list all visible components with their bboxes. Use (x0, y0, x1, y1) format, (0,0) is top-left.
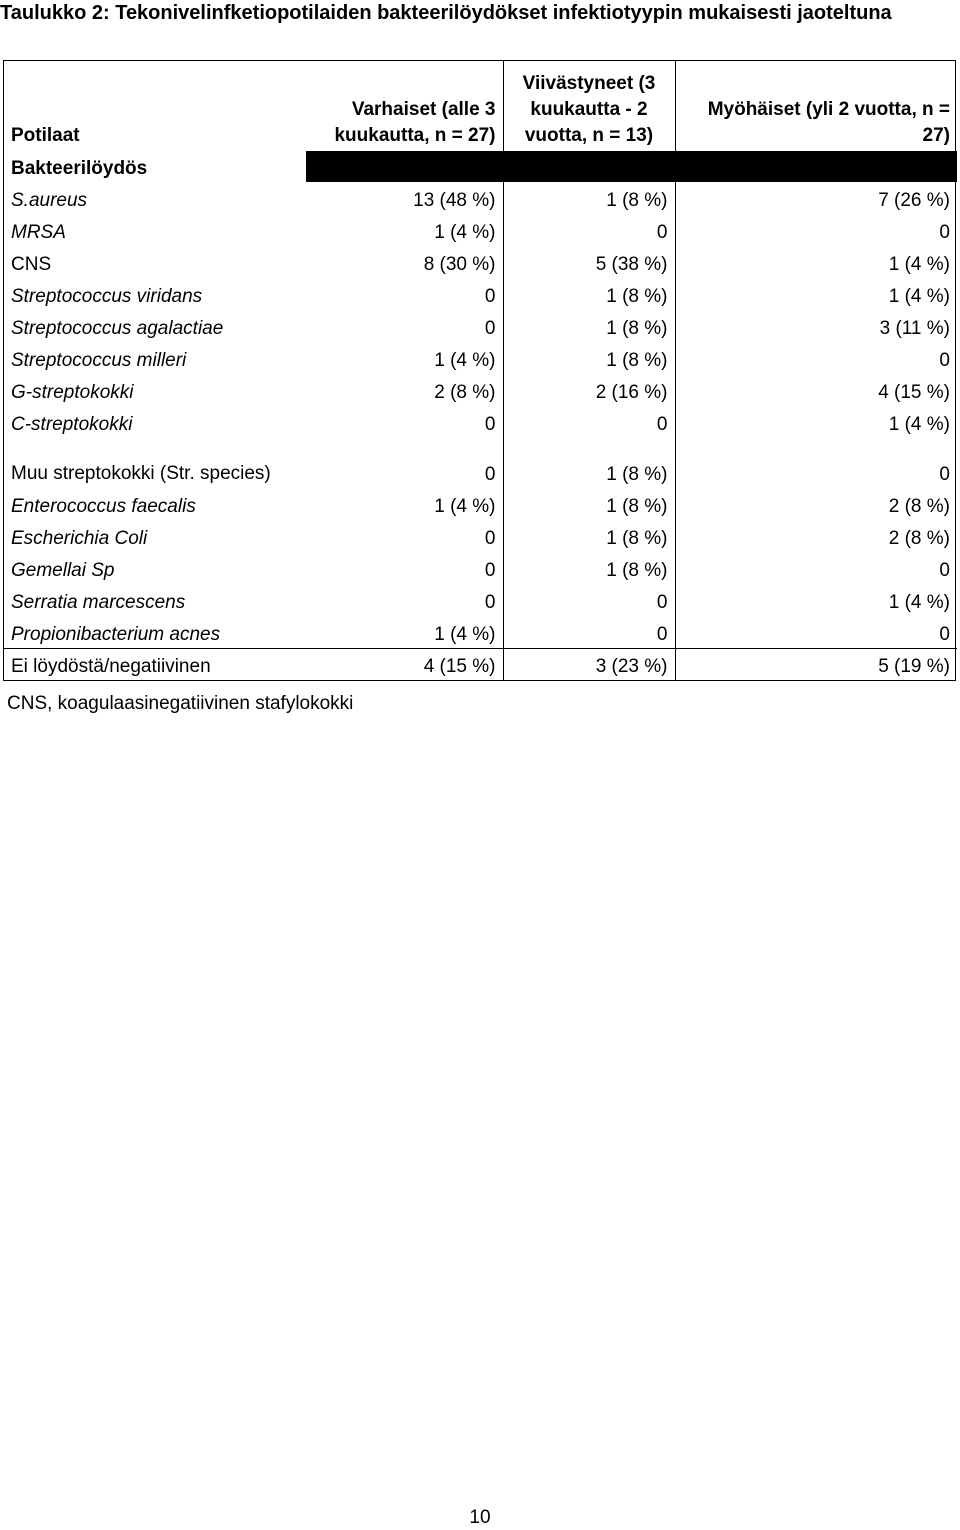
row-value: 4 (15 %) (306, 649, 503, 681)
row-value: 0 (503, 406, 675, 438)
row-label: Muu streptokokki (Str. species) (11, 463, 271, 484)
table-footnote: CNS, koagulaasinegatiivinen stafylokokki (7, 693, 354, 714)
table-header-row (4, 61, 957, 151)
table-body (4, 182, 957, 680)
row-value: 0 (306, 278, 503, 310)
row-value: 1 (8 %) (503, 438, 675, 488)
table-row (4, 182, 957, 214)
row-value: 5 (19 %) (675, 649, 957, 681)
column-header-late: Myöhäiset (yli 2 vuotta, n = 27) (707, 99, 950, 146)
table-row (4, 374, 957, 406)
row-label: MRSA (11, 222, 66, 243)
header-fill-cell (503, 151, 675, 182)
row-value: 1 (8 %) (503, 182, 675, 214)
row-label: C-streptokokki (11, 414, 133, 435)
bacteria-table (3, 60, 956, 681)
row-value: 4 (15 %) (878, 382, 950, 403)
row-value: 3 (23 %) (503, 649, 675, 681)
table-row (4, 438, 957, 488)
table-caption: Taulukko 2: Tekonivelinfketiopotilaiden bakteerilöydökset infektiotyypin mukaisesti jaoteltuna (0, 2, 892, 24)
row-value: 0 (306, 520, 503, 552)
table-row (4, 246, 957, 278)
row-value: 1 (4 %) (888, 286, 950, 307)
row-label: Ei löydöstä/negatiivinen (4, 649, 306, 681)
row-value: 1 (4 %) (306, 488, 503, 520)
table-row (4, 342, 957, 374)
table-row (4, 488, 957, 520)
header-fill-cell (306, 151, 503, 182)
table-row (4, 310, 957, 342)
row-value: 0 (306, 438, 503, 488)
row-value: 2 (8 %) (888, 496, 950, 517)
row-value: 1 (4 %) (306, 342, 503, 374)
row-value: 0 (939, 222, 950, 243)
row-value: 2 (16 %) (503, 374, 675, 406)
row-label: Streptococcus agalactiae (11, 318, 224, 339)
row-value: 3 (11 %) (879, 318, 950, 339)
row-value: 1 (4 %) (888, 254, 950, 275)
table-row (4, 406, 957, 438)
row-value: 0 (306, 406, 503, 438)
row-value: 1 (8 %) (503, 342, 675, 374)
row-label: CNS (11, 254, 52, 275)
header-fill-cell (675, 151, 957, 182)
row-value: 1 (4 %) (888, 414, 950, 435)
row-value: 0 (306, 584, 503, 616)
row-label: Gemellai Sp (11, 560, 115, 581)
page-number: 10 (469, 1507, 491, 1528)
table-row (4, 214, 957, 246)
row-value: 7 (26 %) (878, 190, 950, 211)
row-value: 1 (4 %) (888, 592, 950, 613)
subheader-bacterial-finding: Bakteerilöydös (4, 151, 306, 182)
table-row (4, 649, 957, 681)
row-value: 0 (503, 214, 675, 246)
table-subheader-row (4, 151, 957, 182)
row-value: 1 (8 %) (503, 488, 675, 520)
row-label: Streptococcus viridans (11, 286, 203, 307)
row-value: 0 (306, 310, 503, 342)
row-value: 1 (8 %) (503, 552, 675, 584)
column-header-patients: Potilaat (11, 125, 80, 146)
row-value: 1 (8 %) (503, 278, 675, 310)
row-label: Streptococcus milleri (11, 350, 187, 371)
row-value: 0 (503, 616, 675, 649)
row-value: 0 (939, 464, 950, 485)
row-value: 0 (306, 552, 503, 584)
row-label: S.aureus (11, 190, 88, 211)
row-value: 1 (4 %) (306, 214, 503, 246)
table-row (4, 616, 957, 649)
row-value: 1 (8 %) (503, 520, 675, 552)
row-value: 1 (8 %) (503, 310, 675, 342)
row-value: 1 (4 %) (306, 616, 503, 649)
row-label: Serratia marcescens (11, 592, 186, 613)
row-label: G-streptokokki (11, 382, 134, 403)
row-label: Escherichia Coli (11, 528, 148, 549)
row-value: 2 (8 %) (306, 374, 503, 406)
column-header-delayed: Viivästyneet (3 kuukautta - 2 vuotta, n = 13) (503, 61, 675, 151)
row-value: 2 (8 %) (888, 528, 950, 549)
row-label: Propionibacterium acnes (11, 624, 221, 645)
table-row (4, 520, 957, 552)
table-row (4, 278, 957, 310)
row-label: Enterococcus faecalis (11, 496, 196, 517)
row-value: 0 (939, 624, 950, 645)
row-value: 5 (38 %) (503, 246, 675, 278)
row-value: 0 (939, 350, 950, 371)
row-value: 8 (30 %) (306, 246, 503, 278)
table-row (4, 584, 957, 616)
table-row (4, 552, 957, 584)
column-header-early: Varhaiset (alle 3 kuukautta, n = 27) (306, 61, 503, 151)
row-value: 0 (503, 584, 675, 616)
row-value: 0 (939, 560, 950, 581)
row-value: 13 (48 %) (306, 182, 503, 214)
